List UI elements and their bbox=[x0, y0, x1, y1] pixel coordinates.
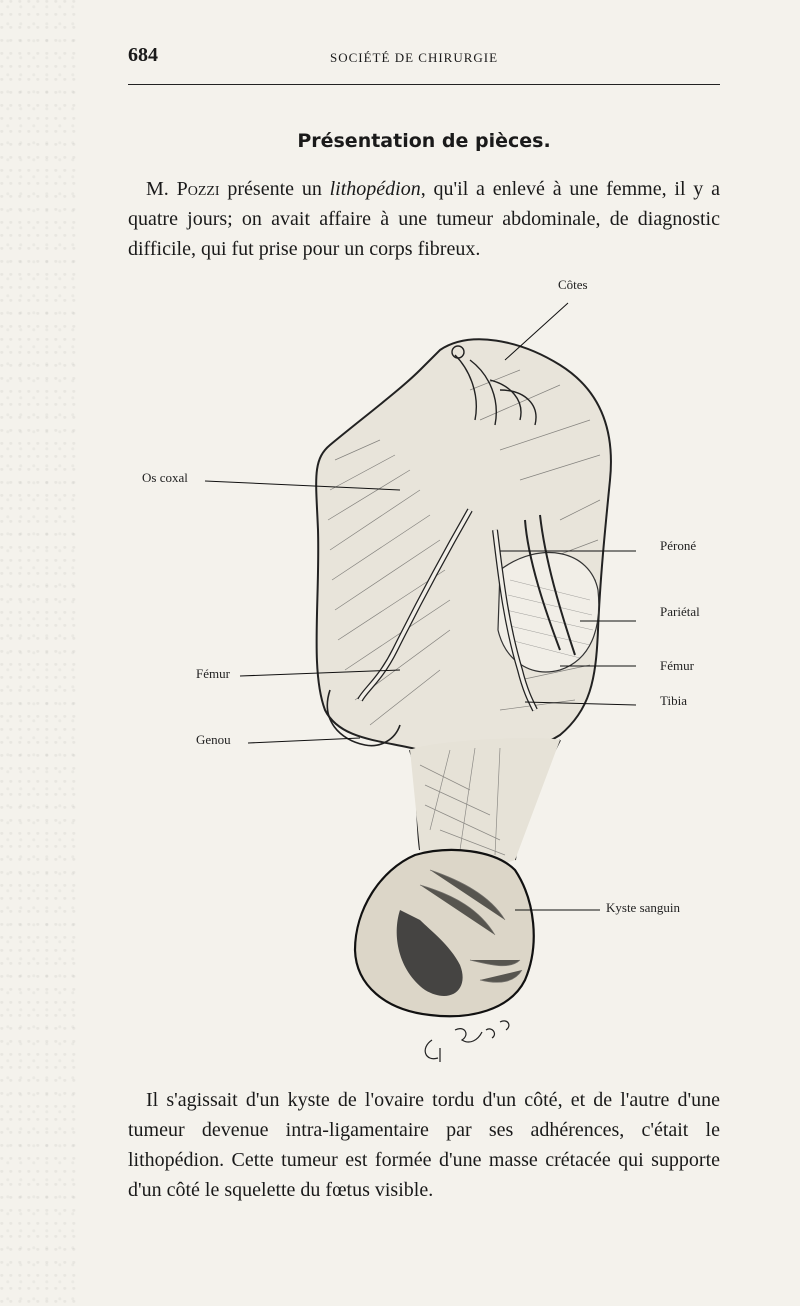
label-genou: Genou bbox=[196, 732, 231, 747]
label-cotes: Côtes bbox=[558, 277, 588, 292]
text-after-italic: , qu'il a enlevé à une femme, il y a quatre jours; on avait affaire à une tumeur abdominale, de diagnostic difficile, qui fut prise pour un corps fibreux. bbox=[128, 178, 720, 260]
author-name: Pozzi bbox=[176, 178, 220, 200]
label-femur-right: Fémur bbox=[660, 658, 694, 673]
label-os-coxal: Os coxal bbox=[142, 470, 188, 485]
label-femur-left: Fémur bbox=[196, 666, 230, 681]
label-kyste-sanguin: Kyste sanguin bbox=[606, 900, 681, 915]
header-rule bbox=[128, 84, 720, 85]
lithopedion-figure bbox=[0, 270, 800, 1070]
section-title: Présentation de pièces. bbox=[297, 130, 551, 152]
italic-term: lithopédion bbox=[329, 178, 421, 200]
label-tibia: Tibia bbox=[660, 693, 687, 708]
page-number: 684 bbox=[128, 44, 158, 66]
conclusion-text: Il s'agissait d'un kyste de l'ovaire tordu d'un côté, et de l'autre d'une tumeur devenue intra-ligamentaire par ses adhérences, c'était le lithopédion. Cette tumeur est formée d'une masse crétacée qui supporte d'un côté le squelette du fœtus visible. bbox=[128, 1089, 720, 1201]
paragraph-intro bbox=[128, 174, 720, 264]
running-title: SOCIÉTÉ DE CHIRURGIE bbox=[330, 50, 499, 65]
text-before-italic: présente un bbox=[219, 178, 330, 200]
label-parietal: Pariétal bbox=[660, 604, 700, 619]
paragraph-conclusion bbox=[128, 1085, 720, 1205]
label-perone: Péroné bbox=[660, 538, 697, 553]
author-prefix: M. bbox=[146, 178, 177, 200]
